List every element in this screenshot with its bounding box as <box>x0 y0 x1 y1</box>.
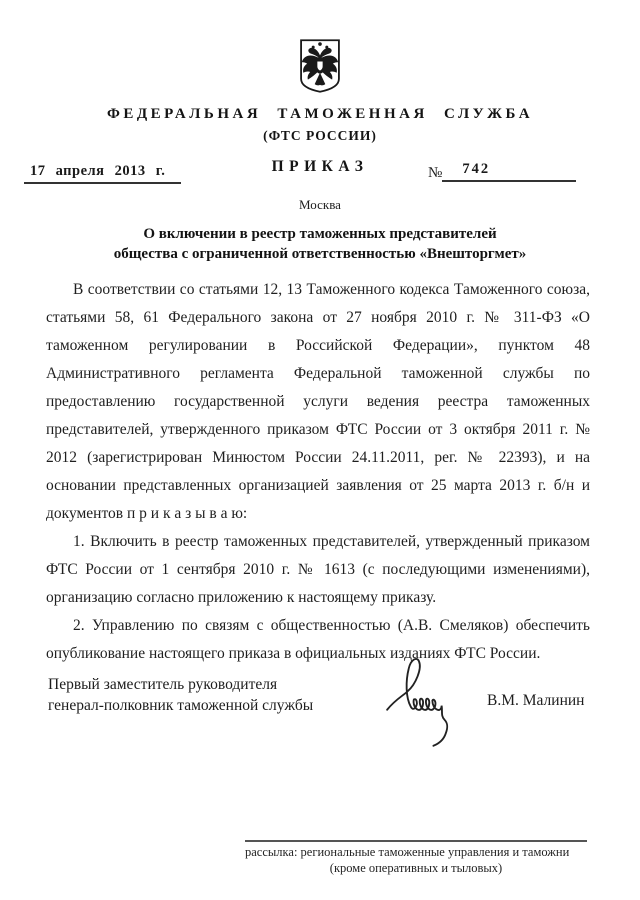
org-abbreviation: (ФТС РОССИИ) <box>263 128 377 143</box>
doc-title <box>0 224 640 264</box>
body-paragraph-preamble: В соответствии со статьями 12, 13 Таможенного кодекса Таможенного союза, статьями 58, 61 Федерального закона от 27 ноября 2010 г. № 311-ФЗ «О таможенном регулировании в Российской Федерации», пунктом 48 Административного регламента Федеральной таможенной службы по предоставлению государственной услуги ведения реестра таможенных представителей, утвержденного приказом ФТС России от 3 октября 2011 г. № 2012 (зарегистрирован Минюстом России 24.11.2011, рег. № 22393), и на основании представленных организацией заявления от 25 марта 2013 г. б/н и документов п р и к а з ы в а ю: <box>46 281 590 522</box>
signatory-position <box>48 674 313 716</box>
doc-title-line-1: О включении в реестр таможенных представителей <box>143 226 497 242</box>
document-header <box>0 0 640 176</box>
distribution-line-2: (кроме оперативных и тыловых) <box>329 861 503 875</box>
handwritten-signature-icon <box>383 652 455 755</box>
body-paragraph-item-2: 2. Управлению по связям с общественностью (А.В. Смеляков) обеспечить опубликование настоящего приказа в официальных изданиях ФТС России. <box>46 617 590 662</box>
doc-title-line-2: общества с ограниченной ответственностью «Внешторгмет» <box>113 246 527 262</box>
distribution-line-1: рассылка: региональные таможенные управления и таможни <box>245 845 570 859</box>
doc-type-heading: ПРИКАЗ <box>271 158 369 175</box>
signature-block <box>0 668 640 798</box>
doc-body <box>46 276 590 668</box>
signatory-position-line-2: генерал-полковник таможенной службы <box>48 697 314 714</box>
signatory-position-line-1: Первый заместитель руководителя <box>48 676 278 693</box>
number-label: № <box>428 165 443 181</box>
body-paragraph-item-1: 1. Включить в реестр таможенных представителей, утвержденный приказом ФТС России от 1 сентября 2010 г. № 1613 (с последующими изменениями), организацию согласно приложению к настоящему приказу. <box>46 533 590 606</box>
city-label: Москва <box>299 197 341 212</box>
date-field: 17 апреля 2013 г. <box>24 163 181 184</box>
coat-of-arms-icon <box>0 0 640 99</box>
signatory-name: В.М. Малинин <box>487 692 585 709</box>
org-name: ФЕДЕРАЛЬНАЯ ТАМОЖЕННАЯ СЛУЖБА <box>106 106 534 122</box>
distribution-footer <box>245 840 587 876</box>
number-value: 742 <box>442 161 576 182</box>
date-number-row <box>0 160 640 192</box>
number-area <box>428 161 576 182</box>
